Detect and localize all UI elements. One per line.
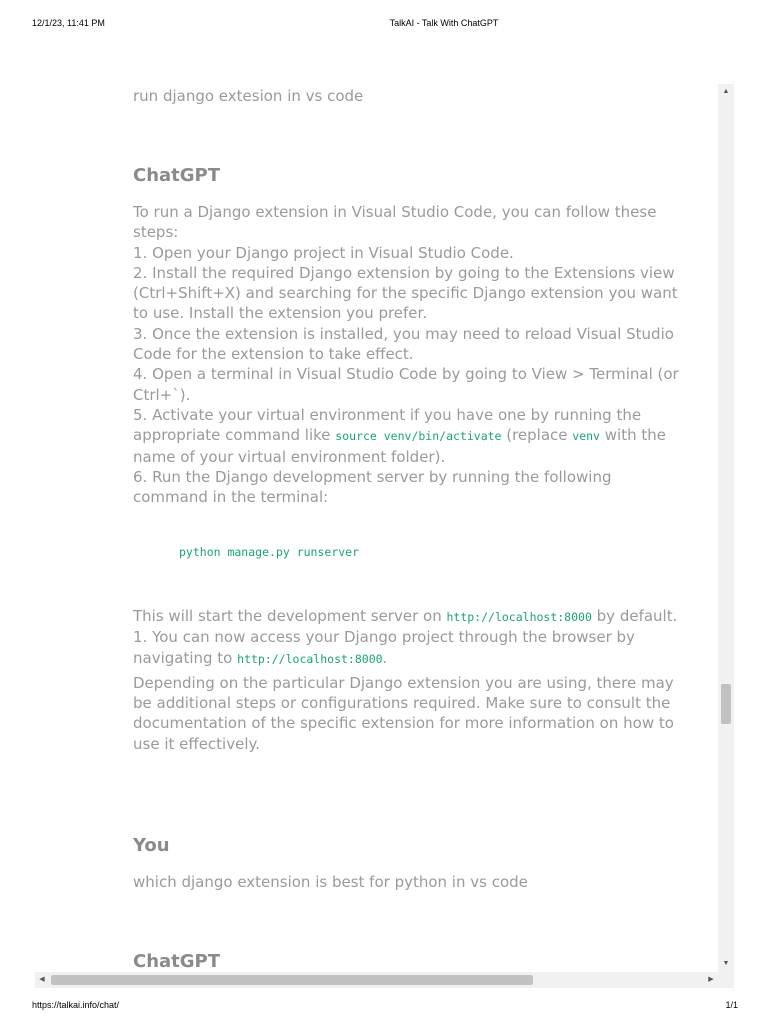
response-step-1: 1. Open your Django project in Visual Studio Code. [133, 243, 514, 262]
assistant-response-continued [133, 606, 681, 754]
user-label: You [133, 835, 170, 856]
assistant-label-2: ChatGPT [133, 951, 221, 972]
scroll-right-arrow-icon[interactable]: ▶ [708, 976, 714, 983]
step5-text-post: with the name of your virtual environment folder). [133, 426, 666, 466]
start-text-post: by default. [591, 607, 678, 625]
inline-code-activate: source venv/bin/activate [335, 429, 502, 444]
chat-viewport [35, 84, 735, 988]
user-message: run django extesion in vs code [133, 87, 364, 105]
access-text-pre: 1. You can now access your Django project through the browser by navigating to [133, 628, 635, 667]
print-footer [0, 996, 768, 1012]
response-step-3: 3. Once the extension is installed, you may need to reload Visual Studio Code for the extension to take effect. [133, 324, 674, 364]
print-page-number: 1/1 [725, 1000, 738, 1010]
response-access [133, 627, 681, 669]
inline-code-venv: venv [572, 429, 600, 444]
response-step-2: 2. Install the required Django extension by going to the Extensions view (Ctrl+Shift+X) and searching for the specific Django extension you want to use. Install the extension you prefer. [133, 263, 678, 323]
scroll-left-arrow-icon[interactable]: ◀ [39, 976, 45, 983]
access-text-post: . [382, 648, 388, 667]
horizontal-scroll-thumb[interactable] [51, 975, 533, 985]
user-message-2: which django extension is best for python in vs code [133, 873, 528, 891]
scroll-down-arrow-icon[interactable]: ▼ [722, 960, 730, 967]
response-step-4: 4. Open a terminal in Visual Studio Code by going to View > Terminal (or Ctrl+`). [133, 365, 679, 404]
step5-text-pre: 5. Activate your virtual environment if you have one by running the appropriate command like [133, 405, 642, 445]
response-step-6: 6. Run the Django development server by running the following command in the terminal: [133, 467, 612, 507]
response-closing: Depending on the particular Django extension you are using, there may be additional steps or configurations required. Make sure to consult the documentation of the specific extension for more information on how to use it effectively. [133, 673, 674, 753]
response-start-server [133, 606, 681, 627]
print-datetime: 12/1/23, 11:41 PM [32, 18, 105, 28]
print-header [0, 14, 768, 30]
assistant-response [133, 202, 681, 507]
vertical-scrollbar[interactable] [718, 84, 734, 972]
vertical-scroll-thumb[interactable] [721, 684, 731, 724]
print-page-title: TalkAI - Talk With ChatGPT [389, 18, 499, 28]
code-block-runserver: python manage.py runserver [179, 545, 360, 559]
assistant-label: ChatGPT [133, 165, 221, 186]
scroll-up-arrow-icon[interactable]: ▲ [722, 88, 730, 95]
start-text-pre: This will start the development server on [133, 607, 447, 625]
step5-text-mid: (replace [501, 426, 573, 445]
print-url: https://talkai.info/chat/ [32, 1000, 120, 1010]
horizontal-scrollbar[interactable] [35, 972, 718, 988]
inline-code-localhost: http://localhost:8000 [446, 610, 592, 624]
inline-code-localhost-2: http://localhost:8000 [237, 651, 383, 666]
response-intro: To run a Django extension in Visual Studio Code, you can follow these steps: [133, 203, 657, 242]
scrollbar-corner [718, 972, 734, 988]
response-step-5 [133, 405, 681, 467]
